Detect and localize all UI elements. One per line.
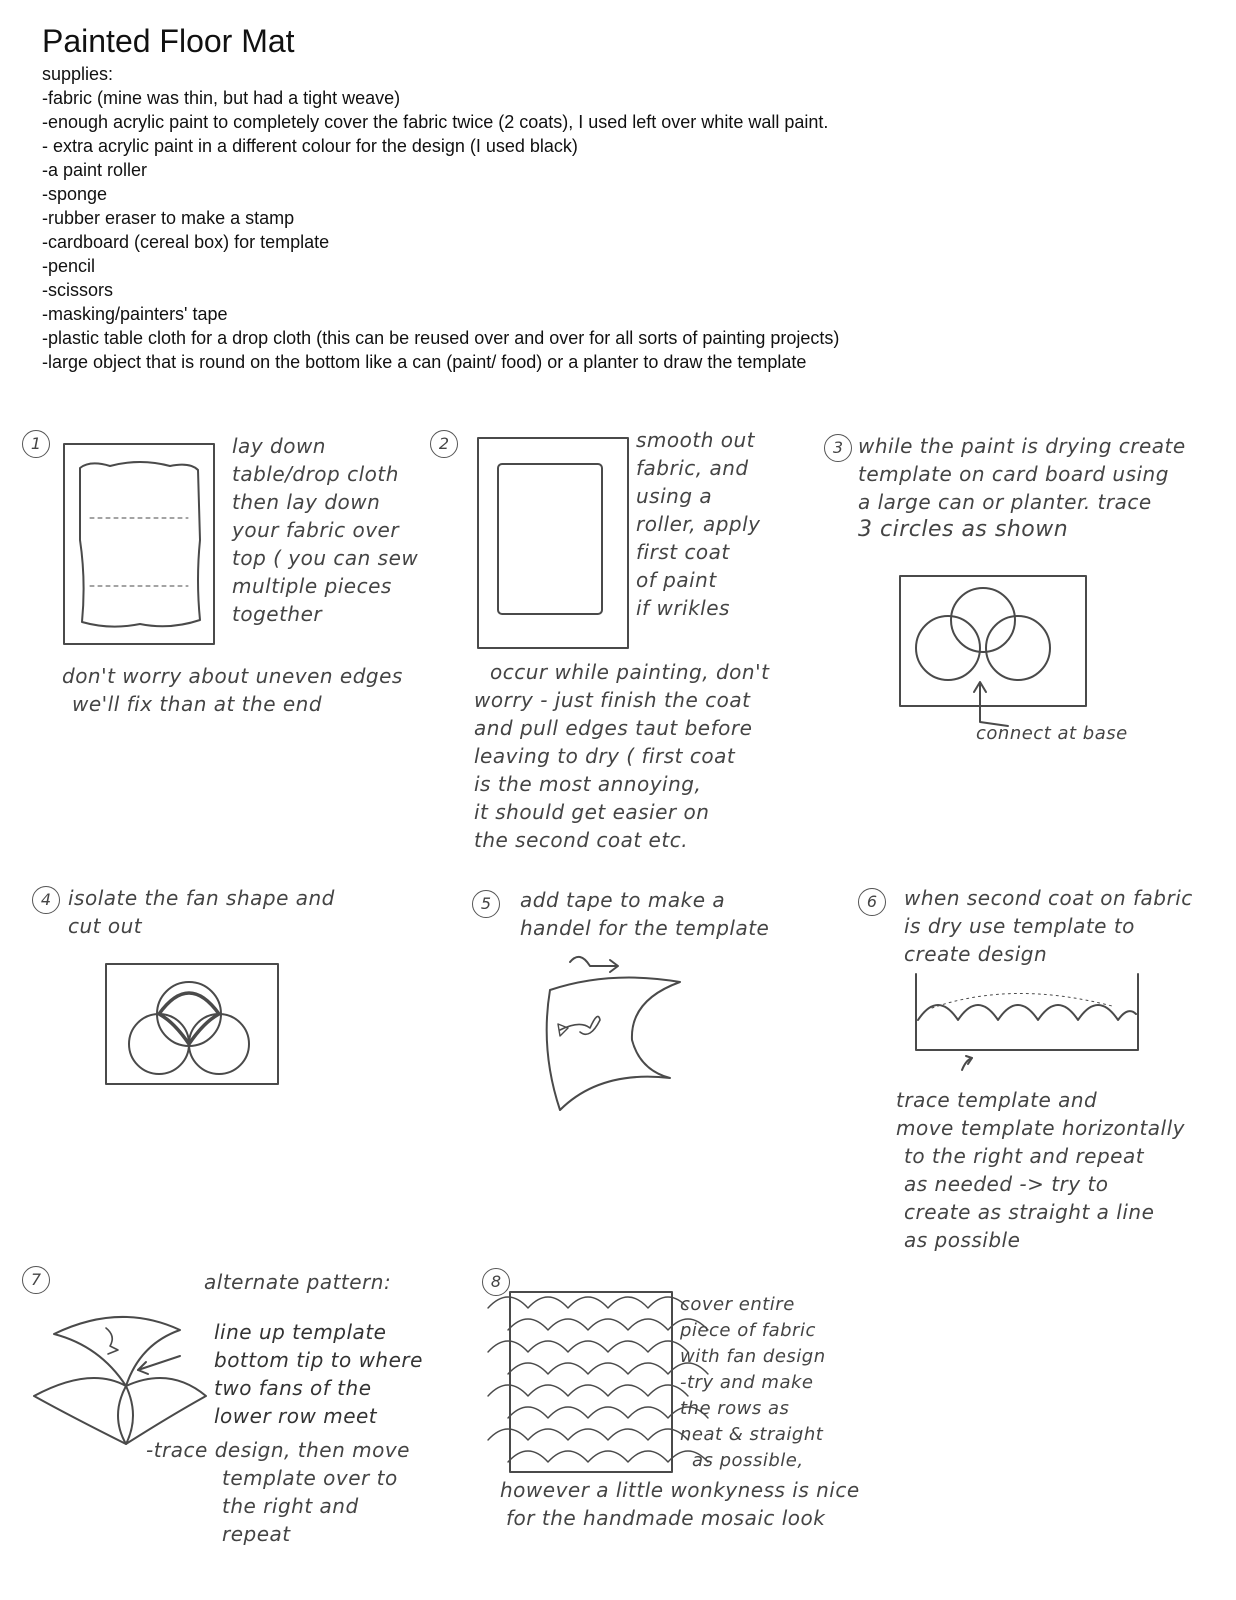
step-3-text: while the paint is drying create template on card board using a large can or planter. trace 3 circles as shown xyxy=(858,434,1186,542)
step-6-number: 6 xyxy=(858,888,886,916)
step-2-text: smooth out fabric, and using a roller, apply first coat of paint if wrikles xyxy=(636,428,761,620)
supply-item: -plastic table cloth for a drop cloth (this can be reused over and over for all sorts of painting projects) xyxy=(42,328,840,348)
step-4-number: 4 xyxy=(32,886,60,914)
step-4-text: isolate the fan shape and cut out xyxy=(68,886,335,938)
three-circles-template-sketch xyxy=(898,572,1158,732)
step-1-number: 1 xyxy=(22,430,50,458)
fan-row xyxy=(488,1385,688,1396)
page-title: Painted Floor Mat xyxy=(42,23,295,59)
supply-item: -a paint roller xyxy=(42,160,148,180)
supply-item: -pencil xyxy=(42,256,96,276)
step-2-number: 2 xyxy=(430,430,458,458)
step-1-text: lay down table/drop cloth then lay down your fabric over top ( you can sew multiple pieces together xyxy=(232,434,419,626)
step-6-note: trace template and move template horizontally to the right and repeat as needed -> try to create as straight a line as possible xyxy=(896,1088,1186,1252)
traced-fan-row-sketch xyxy=(912,970,1152,1080)
step-8-number: 8 xyxy=(482,1268,510,1296)
fabric-sketch xyxy=(474,434,634,654)
step-7-note: -trace design, then move template over to the right and repeat xyxy=(146,1438,410,1546)
fan-row xyxy=(488,1297,688,1308)
supplies-label: supplies: xyxy=(42,64,114,84)
fan-row xyxy=(508,1407,708,1418)
step-7-number: 7 xyxy=(22,1266,50,1294)
supply-item: -masking/painters' tape xyxy=(42,304,228,324)
fan-row xyxy=(488,1429,688,1440)
supply-item: -rubber eraser to make a stamp xyxy=(42,208,295,228)
supply-item: -large object that is round on the bottom like a can (paint/ food) or a planter to draw the template xyxy=(42,352,807,372)
template-with-tape-handle-sketch xyxy=(520,950,700,1120)
step-5-text: add tape to make a handel for the template xyxy=(520,888,770,940)
supply-item: -cardboard (cereal box) for template xyxy=(42,232,330,252)
fan-row xyxy=(508,1363,708,1374)
step-2-note: occur while painting, don't worry - just finish the coat and pull edges taut before leaving to dry ( first coat is the most annoying, it should get easier on the second coat etc. xyxy=(474,660,770,852)
step-6-text: when second coat on fabric is dry use template to create design xyxy=(904,886,1193,966)
step-7-text: line up template bottom tip to where two fans of the lower row meet xyxy=(214,1320,423,1428)
fan-row xyxy=(508,1319,708,1330)
step-5-number: 5 xyxy=(472,890,500,918)
step-8-text: cover entire piece of fabric with fan design -try and make the rows as neat & straight as possible, xyxy=(680,1294,826,1471)
supply-item: -enough acrylic paint to completely cover the fabric twice (2 coats), I used left over white wall paint. xyxy=(42,112,829,132)
drop-cloth-sketch xyxy=(60,440,220,650)
supply-item: -scissors xyxy=(42,280,113,300)
supply-item: - extra acrylic paint in a different colour for the design (I used black) xyxy=(42,136,578,156)
fan-shape-sketch xyxy=(104,962,284,1092)
step-3-number: 3 xyxy=(824,434,852,462)
connect-at-base-label: connect at base xyxy=(976,723,1128,744)
supplies-list xyxy=(42,86,839,374)
alternate-pattern-heading: alternate pattern: xyxy=(204,1270,392,1294)
supply-item: -fabric (mine was thin, but had a tight weave) xyxy=(42,88,401,108)
alternate-pattern-sketch xyxy=(30,1306,210,1446)
fan-row xyxy=(508,1451,708,1462)
fan-row xyxy=(488,1341,688,1352)
step-1-note: don't worry about uneven edges we'll fix than at the end xyxy=(62,664,403,716)
step-8-note: however a little wonkyness is nice for the handmade mosaic look xyxy=(500,1478,860,1530)
fan-mosaic-fabric-sketch xyxy=(508,1290,678,1480)
supply-item: -sponge xyxy=(42,184,108,204)
